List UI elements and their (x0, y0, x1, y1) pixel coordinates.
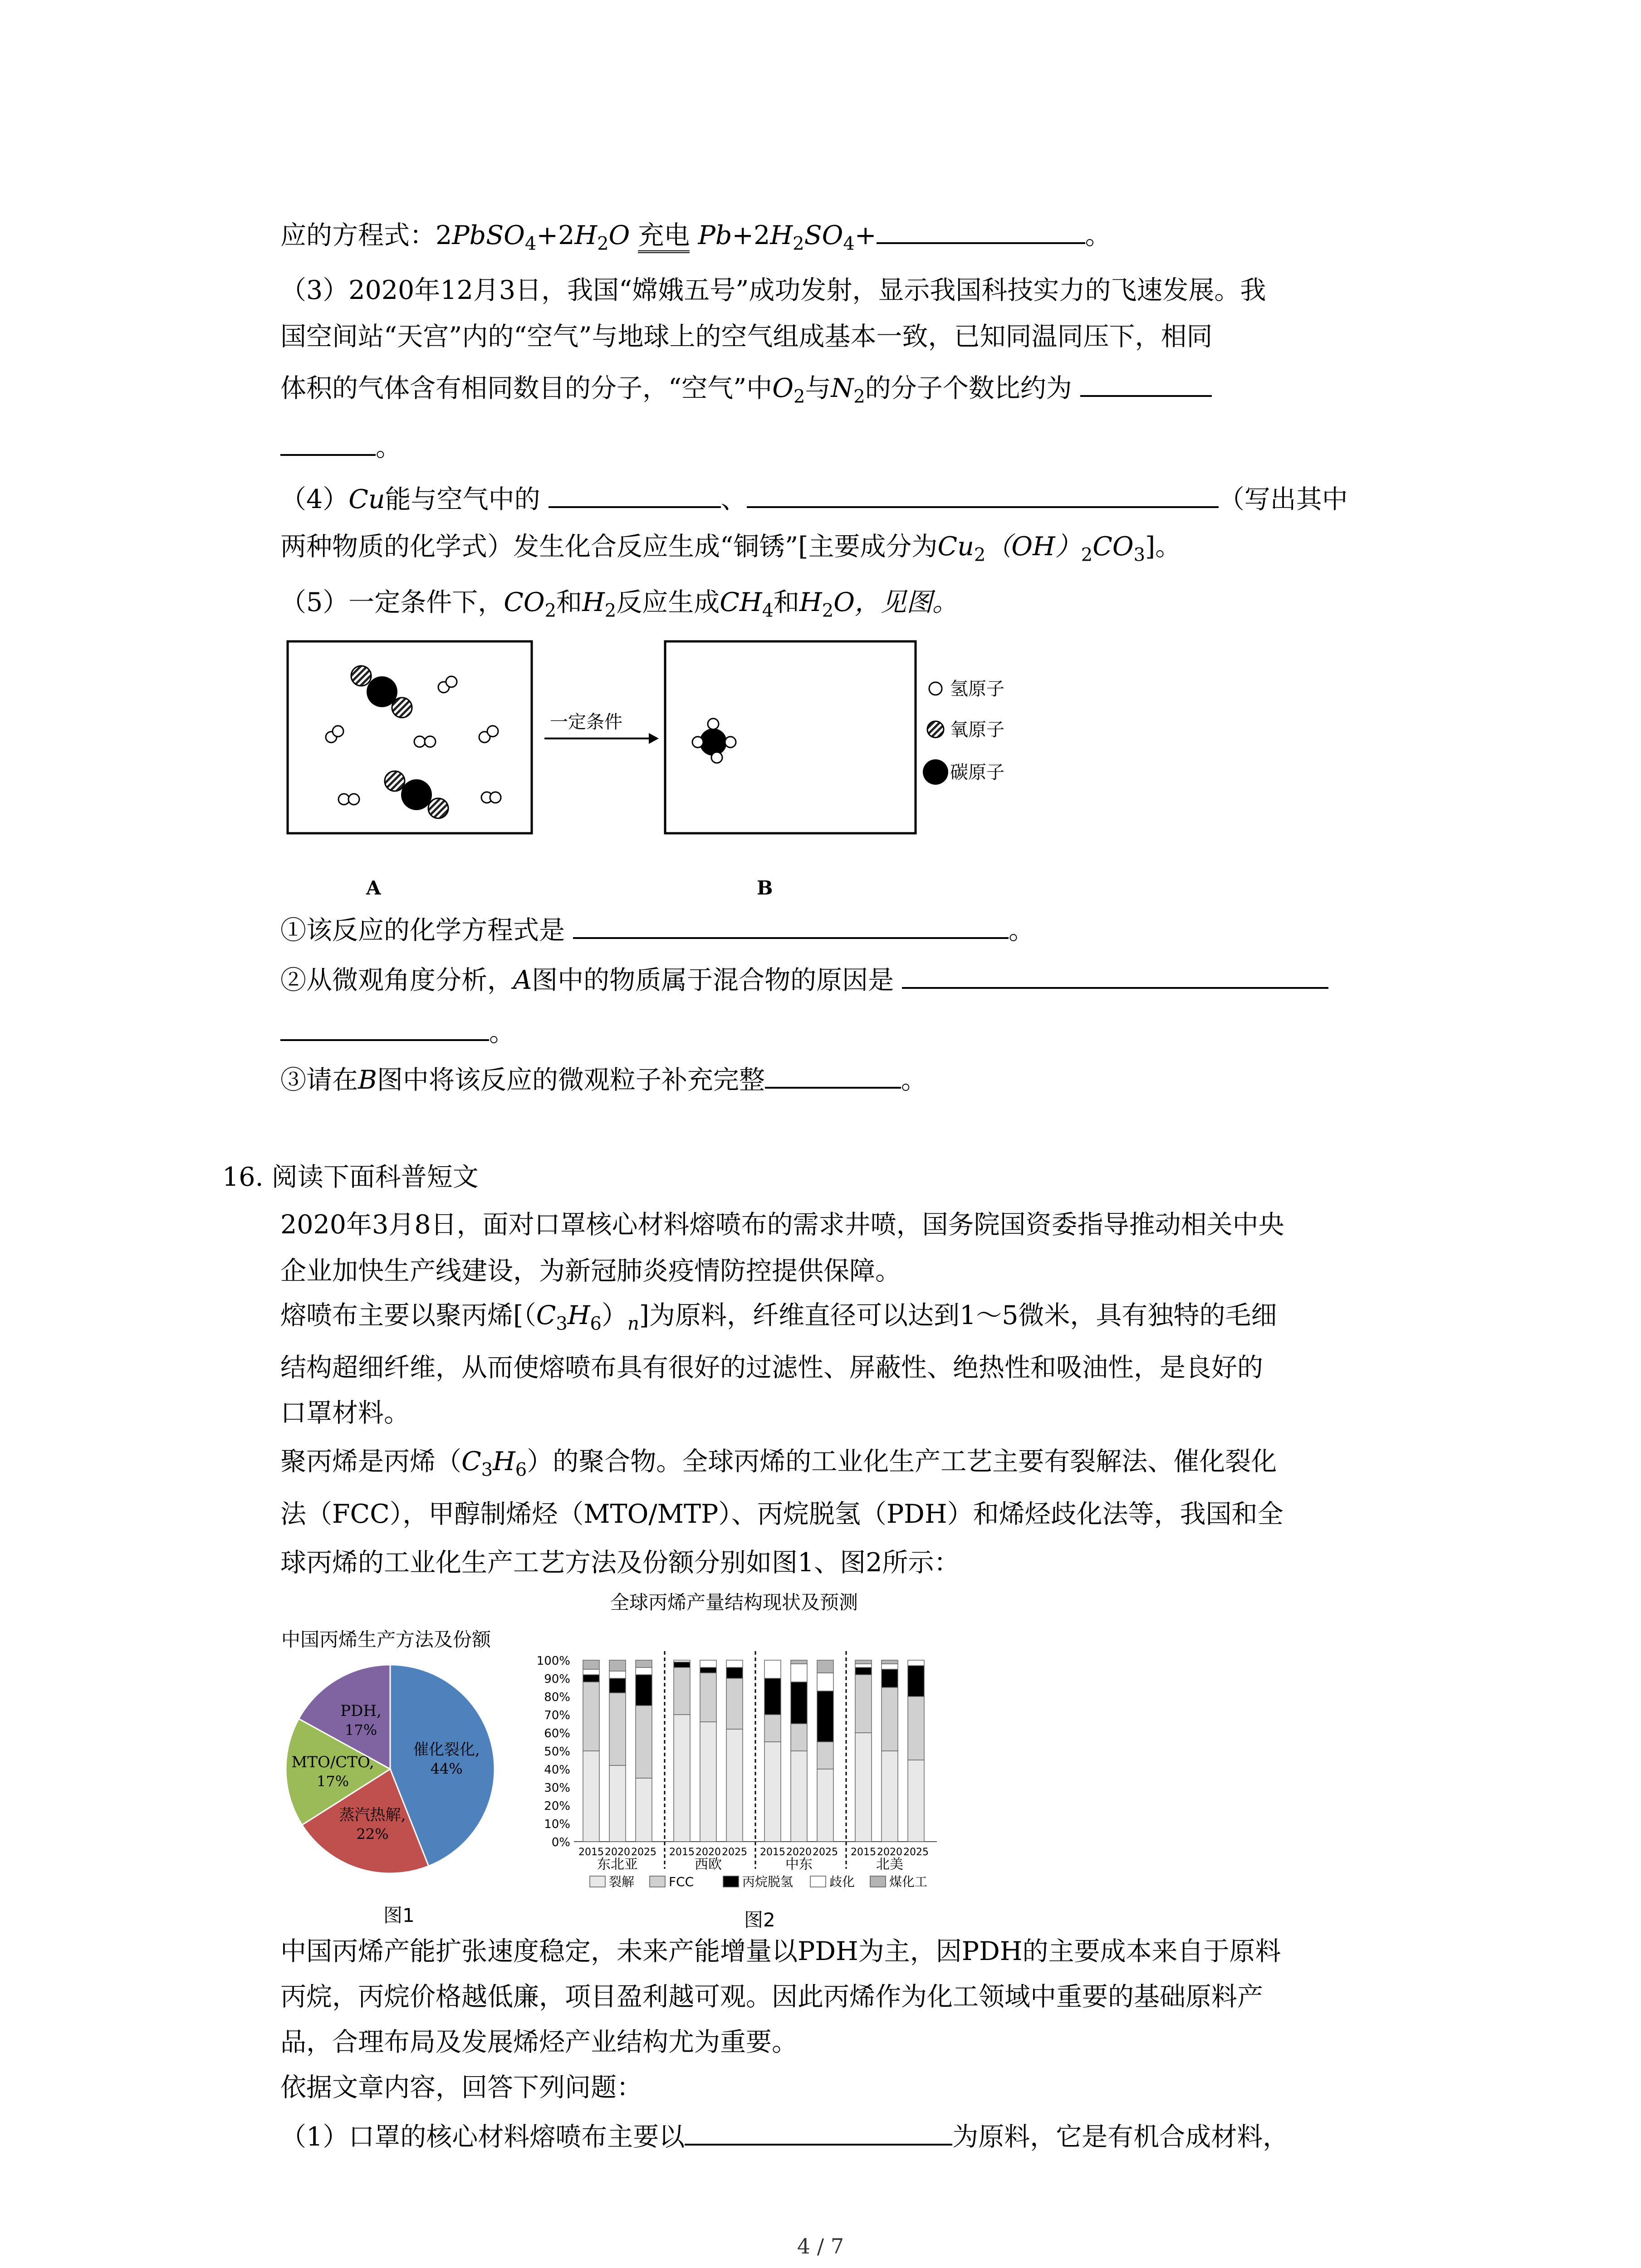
pie-slice-label: PDH, (340, 1702, 382, 1721)
bar-segment (700, 1660, 716, 1667)
bar-segment (609, 1671, 626, 1678)
bar-segment (674, 1662, 690, 1667)
q15-part4-line2: 两种物质的化学式）发生化合反应生成“铜锈”[主要成分为$Cu_2(OH)_2CO_3$]。 (280, 532, 1181, 566)
q15-part3-line4: 。 (280, 429, 402, 465)
answer-blank[interactable] (280, 1014, 489, 1041)
y-tick-label: 100% (536, 1654, 570, 1668)
bar-segment (882, 1687, 898, 1751)
bar-title: 全球丙烯产量结构现状及预测 (610, 1591, 858, 1613)
legend-carbon (923, 759, 1004, 785)
q15-part3-line1: （3）2020年12月3日，我国“嫦娥五号”成功发射，显示我国科技实力的飞速发展。我 (280, 275, 1266, 305)
bar-segment (882, 1751, 898, 1842)
q16-p4-l3: 品，合理布局及发展烯烃产业结构尤为重要。 (280, 2027, 798, 2057)
bar-segment (583, 1675, 599, 1682)
bar-segment (791, 1724, 807, 1751)
bar-segment (636, 1706, 652, 1778)
legend-swatch (810, 1876, 826, 1887)
bar-segment (882, 1669, 898, 1687)
x-tick-label: 2025 (722, 1847, 747, 1858)
ch4-molecule (692, 719, 736, 763)
q16-p1-l1: 2020年3月8日，面对口罩核心材料熔喷布的需求井喷，国务院国资委指导推动相关中央 (280, 1210, 1284, 1240)
q16-p3-l1: 聚丙烯是丙烯$(C_3H_6)$的聚合物。全球丙烯的工业化生产工艺主要有裂解法、催化裂化 (280, 1447, 1277, 1481)
bar-segment (700, 1667, 716, 1673)
legend-label: 歧化 (829, 1874, 855, 1889)
x-tick-label: 2020 (877, 1847, 902, 1858)
x-tick-label: 2025 (813, 1847, 838, 1858)
x-tick-label: 2015 (578, 1847, 604, 1858)
bar-segment (700, 1722, 716, 1842)
equation-line: 应的方程式：$2PbSO_4+2H_2O$ 充电 $Pb+2H_2SO_4+$ 。 (280, 217, 1111, 262)
answer-blank[interactable] (765, 1061, 901, 1089)
bar-segment (855, 1675, 872, 1733)
bar-segment (636, 1675, 652, 1706)
legend-oxygen (927, 719, 1004, 740)
bar-segment (764, 1742, 781, 1842)
sub-question-1: ①该反应的化学方程式是 。 (280, 912, 1034, 948)
bar-segment (609, 1693, 626, 1765)
bar-segment (764, 1678, 781, 1715)
page-number: 4 / 7 (797, 2234, 844, 2258)
bar-segment (764, 1660, 781, 1678)
bar-segment (583, 1660, 599, 1669)
q15-part3-line3: 体积的气体含有相同数目的分子，“空气”中$O_2$与$N_2$的分子个数比约为 (280, 370, 1212, 415)
bar-segment (609, 1678, 626, 1693)
bar-segment (764, 1715, 781, 1742)
x-tick-label: 2015 (851, 1847, 876, 1858)
y-tick-label: 50% (544, 1745, 570, 1759)
q16-p2-l2: 结构超细纤维，从而使熔喷布具有很好的过滤性、屏蔽性、绝热性和吸油性，是良好的 (280, 1353, 1263, 1383)
h2-molecule (326, 726, 343, 743)
x-tick-label: 2025 (903, 1847, 929, 1858)
answer-blank[interactable] (877, 217, 1085, 244)
h2-molecule (481, 792, 501, 803)
bar-segment (791, 1751, 807, 1842)
q16-p4-l2: 丙烷，丙烷价格越低廉，项目盈利越可观。因此丙烯作为化工领域中重要的基础原料产 (280, 1982, 1263, 2012)
legend-label: FCC (669, 1874, 694, 1889)
q16-p3-l3: 球丙烯的工业化生产工艺方法及份额分别如图1、图2所示： (280, 1548, 960, 1578)
bar-segment (817, 1742, 833, 1769)
bar-segment (855, 1660, 872, 1664)
group-label: 东北亚 (597, 1857, 638, 1872)
figure-label-a: A (366, 877, 381, 899)
legend-label: 丙烷脱氢 (742, 1874, 794, 1889)
bar-segment (726, 1660, 743, 1667)
stacked-bar-chart (531, 1651, 966, 1905)
pie-slice-label: 催化裂化, (413, 1740, 480, 1759)
bar-segment (726, 1729, 743, 1842)
q16-p5: 依据文章内容，回答下列问题： (280, 2072, 642, 2102)
x-tick-label: 2015 (760, 1847, 785, 1858)
q16-p1-l2: 企业加快生产线建设，为新冠肺炎疫情防控提供保障。 (280, 1256, 901, 1286)
q15-part3-line2: 国空间站“天宫”内的“空气”与地球上的空气组成基本一致，已知同温同压下，相同 (280, 322, 1213, 352)
bar-segment (726, 1678, 743, 1729)
sub-question-3: ③请在B图中将该反应的微观粒子补充完整 。 (280, 1061, 927, 1098)
answer-blank[interactable] (747, 481, 1219, 508)
legend-swatch (870, 1876, 886, 1887)
q16-p2-l1: 熔喷布主要以聚丙烯$[(C_3H_6)_n]$为原料，纤维直径可以达到1～5微米，具有独特的毛细 (280, 1300, 1277, 1334)
h2-molecule (338, 794, 359, 805)
h2-molecule (438, 676, 457, 693)
pie-chart (281, 1656, 508, 1892)
y-tick-label: 60% (544, 1727, 570, 1740)
sub-question-2-cont: 。 (280, 1014, 515, 1051)
bar-segment (583, 1669, 599, 1675)
y-tick-label: 80% (544, 1691, 570, 1704)
figure1-caption: 图1 (383, 1904, 415, 1926)
y-tick-label: 0% (551, 1836, 570, 1849)
bar-segment (908, 1760, 924, 1842)
bar-segment (726, 1667, 743, 1678)
bar-segment (791, 1682, 807, 1724)
bar-segment (882, 1660, 898, 1664)
x-tick-label: 2020 (696, 1847, 721, 1858)
legend-swatch (590, 1876, 605, 1887)
x-tick-label: 2020 (605, 1847, 630, 1858)
answer-blank[interactable] (1080, 370, 1212, 397)
bar-segment (855, 1733, 872, 1842)
y-tick-label: 20% (544, 1799, 570, 1813)
legend-hydrogen (929, 679, 1004, 699)
bar-segment (908, 1660, 924, 1666)
bar-segment (791, 1664, 807, 1682)
sub-question-2: ②从微观角度分析，A图中的物质属于混合物的原因是 (280, 962, 1328, 998)
bar-segment (855, 1667, 872, 1675)
svg-text:氧原子: 氧原子 (950, 719, 1004, 740)
bar-segment (674, 1715, 690, 1842)
answer-blank[interactable] (902, 962, 1328, 989)
y-tick-label: 10% (544, 1818, 570, 1831)
figure2-caption: 图2 (744, 1909, 775, 1931)
bar-segment (609, 1660, 626, 1671)
pie-slice-label: 蒸汽热解, (339, 1806, 406, 1824)
reaction-figure (281, 635, 1053, 907)
bar-segment (908, 1666, 924, 1696)
bar-segment (791, 1660, 807, 1664)
h2-molecule (479, 726, 498, 743)
svg-text:氢原子: 氢原子 (950, 679, 1004, 699)
legend-label: 煤化工 (889, 1874, 928, 1889)
bar-segment (583, 1682, 599, 1751)
bar-segment (908, 1696, 924, 1760)
group-label: 西欧 (695, 1857, 722, 1872)
x-tick-label: 2020 (786, 1847, 812, 1858)
bar-segment (817, 1769, 833, 1842)
answer-blank[interactable] (549, 481, 721, 508)
bar-segment (583, 1751, 599, 1842)
charge-condition: 充电 (638, 220, 690, 253)
y-tick-label: 40% (544, 1763, 570, 1777)
answer-blank[interactable] (685, 2118, 952, 2146)
y-tick-label: 90% (544, 1672, 570, 1686)
q16-p3-l2: 法（FCC），甲醇制烯烃（MTO/MTP）、丙烷脱氢（PDH）和烯烃歧化法等，我国和全 (280, 1499, 1283, 1529)
q15-part4-line1: （4）Cu能与空气中的 、 （写出其中 (280, 481, 1348, 518)
bar-segment (636, 1667, 652, 1675)
q16-q1: （1）口罩的核心材料熔喷布主要以 为原料，它是有机合成材料， (280, 2118, 1288, 2155)
arrow-label: 一定条件 (550, 712, 622, 733)
y-tick-label: 70% (544, 1709, 570, 1722)
bar-segment (674, 1667, 690, 1715)
legend-label: 裂解 (609, 1874, 635, 1889)
h2-molecule (414, 736, 436, 747)
bar-segment (817, 1660, 833, 1673)
pie-slice-value: 17% (316, 1772, 349, 1790)
pie-slice-label: MTO/CTO, (291, 1753, 374, 1771)
bar-segment (636, 1660, 652, 1667)
group-label: 中东 (785, 1857, 813, 1872)
legend-swatch (723, 1876, 739, 1887)
bar-segment (674, 1660, 690, 1662)
bar-segment (817, 1673, 833, 1691)
answer-blank[interactable] (280, 429, 376, 456)
pie-title: 中国丙烯生产方法及份额 (281, 1628, 491, 1651)
bar-segment (700, 1673, 716, 1722)
q16-title: 16. 阅读下面科普短文 (222, 1162, 479, 1192)
co2-molecule (385, 771, 448, 818)
q16-p2-l3: 口罩材料。 (280, 1398, 410, 1428)
bar-segment (609, 1765, 626, 1842)
pie-slice-value: 44% (430, 1760, 463, 1778)
q16-p4-l1: 中国丙烯产能扩张速度稳定，未来产能增量以PDH为主，因PDH的主要成本来自于原料 (280, 1936, 1281, 1966)
group-label: 北美 (876, 1857, 903, 1872)
legend-swatch (650, 1876, 665, 1887)
pie-slice-value: 17% (345, 1721, 377, 1739)
x-tick-label: 2015 (669, 1847, 695, 1858)
figure-label-b: B (757, 877, 773, 899)
svg-text:碳原子: 碳原子 (950, 762, 1004, 783)
bar-segment (855, 1664, 872, 1667)
pie-slice-value: 22% (356, 1825, 389, 1843)
co2-molecule (351, 666, 412, 718)
q15-part5-line: （5）一定条件下，$CO_2$和$H_2$反应生成$CH_4$和$H_2O$，见图。 (280, 587, 958, 621)
bar-segment (817, 1691, 833, 1742)
answer-blank[interactable] (573, 912, 1009, 939)
bar-segment (636, 1778, 652, 1842)
bar-segment (882, 1664, 898, 1669)
y-tick-label: 30% (544, 1781, 570, 1795)
x-tick-label: 2025 (631, 1847, 656, 1858)
